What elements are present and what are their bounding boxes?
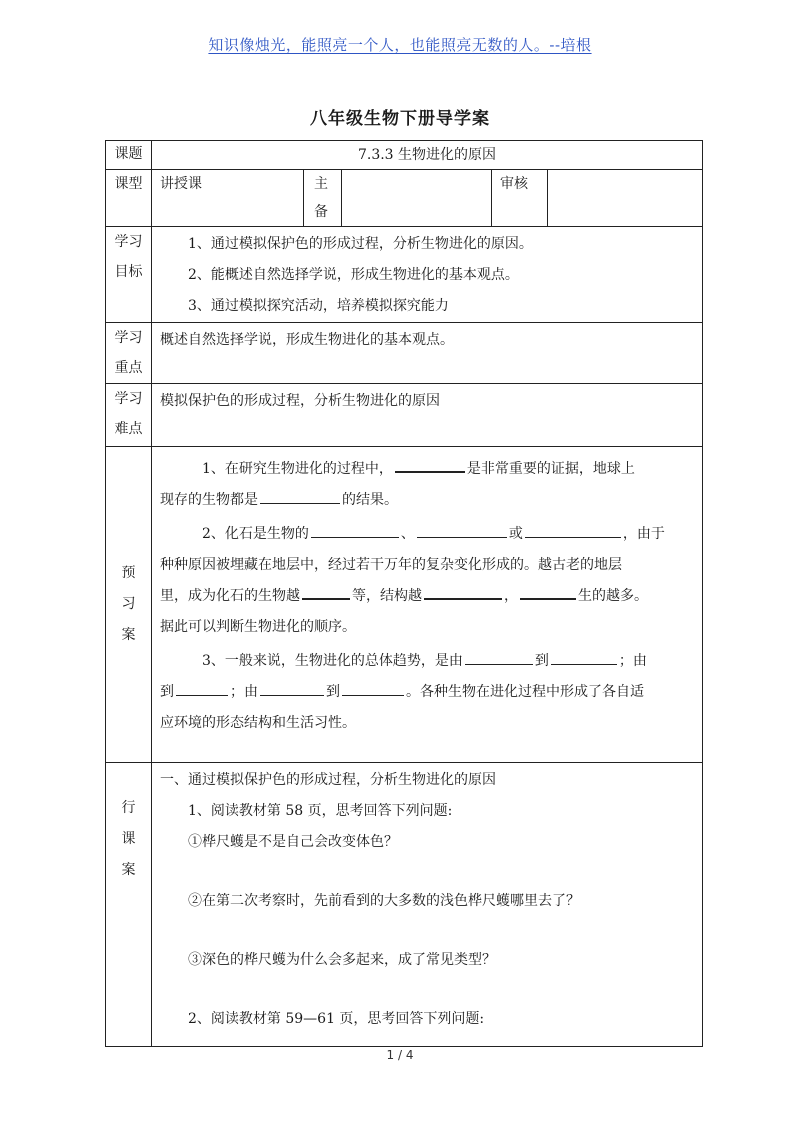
lesson-label-char: 行 [121, 800, 136, 816]
row-difficulty [106, 384, 703, 447]
lesson-label [106, 763, 152, 1047]
lesson-question-a: ①桦尺蠖是不是自己会改变体色？ [188, 834, 398, 850]
difficulty-content [152, 384, 703, 447]
goal-item: 2、能概述自然选择学说，形成生物进化的基本观点。 [188, 267, 519, 283]
goals-content [152, 227, 703, 323]
lesson-label-char: 案 [121, 862, 136, 878]
row-type [106, 170, 703, 227]
preview-q2-line1: 2、化石是生物的 、 或 ，由于 [160, 519, 694, 550]
preview-q3-line2: 到 ；由 到 。各种生物在进化过程中形成了各自适 [160, 677, 694, 708]
review-value [548, 170, 703, 227]
preview-q3-line1: 3、一般来说，生物进化的总体趋势，是由 到 ；由 [160, 646, 694, 677]
lesson-question-c: ③深色的桦尺蠖为什么会多起来，成了常见类型？ [188, 952, 496, 968]
key-content [152, 323, 703, 384]
row-lesson [106, 763, 703, 1047]
lesson-label-char: 课 [121, 831, 136, 847]
goals-label-line2: 目标 [114, 264, 143, 280]
page-number: 1 / 4 [386, 1048, 414, 1062]
key-text: 概述自然选择学说，形成生物进化的基本观点。 [160, 332, 454, 348]
row-goals [106, 227, 703, 323]
row-preview [106, 447, 703, 763]
goal-item: 3、通过模拟探究活动，培养模拟探究能力 [188, 298, 449, 314]
key-label-line1: 学习 [114, 330, 143, 346]
goals-label [106, 227, 152, 323]
lesson-section1: 一、通过模拟保护色的形成过程，分析生物进化的原因 [160, 772, 496, 788]
row-key [106, 323, 703, 384]
preview-q2-line2: 种种原因被埋藏在地层中，经过若干万年的复杂变化形成的。越古老的地层 [160, 557, 622, 573]
preview-content [152, 447, 703, 763]
header-motto: 知识像烛光，能照亮一个人，也能照亮无数的人。--培根 [208, 36, 592, 54]
topic-value: 7.3.3 生物进化的原因 [152, 141, 703, 170]
preview-q1-line1: 1、在研究生物进化的过程中， 是非常重要的证据，地球上 [160, 454, 694, 485]
review-label: 审核 [492, 170, 548, 227]
preview-label-char: 案 [121, 627, 136, 643]
preview-q2-line4: 据此可以判断生物进化的顺序。 [160, 619, 356, 635]
lesson-read2: 2、阅读教材第 59—61 页，思考回答下列问题: [188, 1011, 485, 1027]
difficulty-label-line2: 难点 [114, 421, 143, 437]
difficulty-label-line1: 学习 [114, 391, 143, 407]
lesson-question-b: ②在第二次考察时，先前看到的大多数的浅色桦尺蠖哪里去了？ [188, 893, 580, 909]
goals-label-line1: 学习 [114, 234, 143, 250]
difficulty-label [106, 384, 152, 447]
host-label: 主备 [304, 170, 342, 227]
difficulty-text: 模拟保护色的形成过程，分析生物进化的原因 [160, 393, 440, 409]
host-value [342, 170, 492, 227]
preview-label-char: 预 [121, 565, 136, 581]
lesson-read1: 1、阅读教材第 58 页，思考回答下列问题: [188, 803, 453, 819]
preview-label-char: 习 [121, 596, 136, 612]
type-label: 课型 [106, 170, 152, 227]
preview-q3-line3: 应环境的形态结构和生活习性。 [160, 715, 356, 731]
lesson-content [152, 763, 703, 1047]
key-label-line2: 重点 [114, 360, 143, 376]
row-topic [106, 141, 703, 170]
preview-q2-line3: 里，成为化石的生物越 等，结构越 ， 生的越多。 [160, 581, 694, 612]
goal-item: 1、通过模拟保护色的形成过程，分析生物进化的原因。 [188, 236, 533, 252]
type-value: 讲授课 [152, 170, 304, 227]
preview-q1-line2: 现存的生物都是 的结果。 [160, 485, 694, 516]
page-title: 八年级生物下册导学案 [310, 109, 490, 129]
preview-label [106, 447, 152, 763]
lesson-plan-table [105, 140, 703, 1047]
key-label [106, 323, 152, 384]
topic-label: 课题 [106, 141, 152, 170]
